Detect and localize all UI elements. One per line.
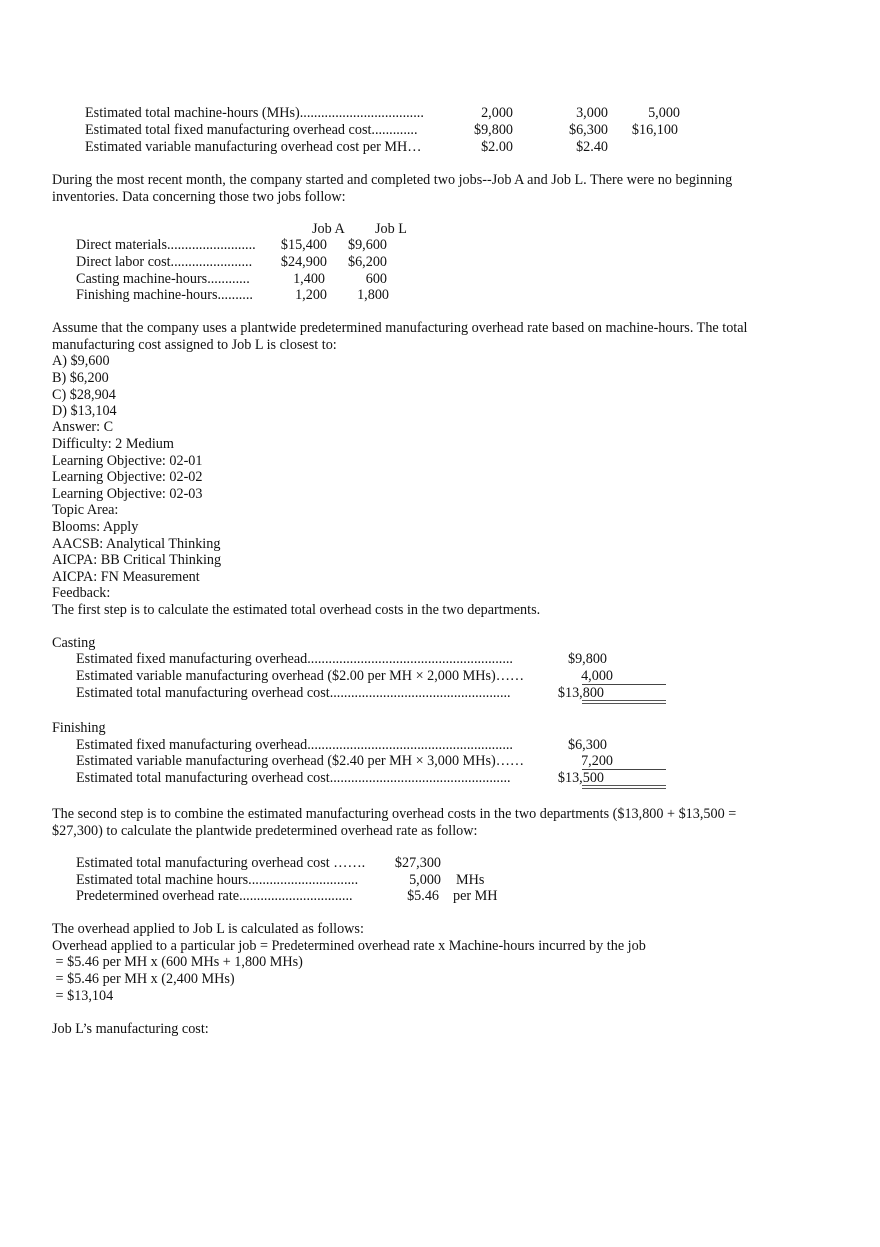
top-row-v3: $16,100 — [631, 122, 678, 138]
rate-row-unit: MHs — [456, 872, 485, 888]
rate-row-value: $27,300 — [394, 855, 441, 871]
finishing-total-rule — [582, 785, 666, 789]
aacsb-line: AACSB: Analytical Thinking — [52, 536, 221, 552]
top-row-v2: $2.40 — [576, 139, 608, 155]
top-row-v1: 2,000 — [481, 105, 513, 121]
casting-row-value: 4,000 — [581, 668, 613, 684]
choice-a: A) $9,600 — [52, 353, 110, 369]
choice-d: D) $13,104 — [52, 403, 117, 419]
rate-row-unit: per MH — [453, 888, 498, 904]
topic-area-line: Topic Area: — [52, 502, 119, 518]
top-row-label: Estimated total fixed manufacturing overhead cost............. — [85, 122, 418, 138]
jobs-row-l: $9,600 — [347, 237, 387, 253]
jobs-row-label: Casting machine-hours............ — [76, 271, 250, 287]
jobs-row-l: $6,200 — [347, 254, 387, 270]
rate-row-label: Predetermined overhead rate................................ — [76, 888, 353, 904]
casting-row-value: $9,800 — [567, 651, 607, 667]
rate-row-value: $5.46 — [407, 888, 439, 904]
finishing-row-value: $13,500 — [557, 770, 604, 786]
applied-line: Overhead applied to a particular job = Predetermined overhead rate x Machine-hours incurred by the job — [52, 938, 646, 954]
jobs-row-l: 600 — [365, 271, 387, 287]
aicpa-line: AICPA: BB Critical Thinking — [52, 552, 222, 568]
applied-line: = $5.46 per MH x (600 MHs + 1,800 MHs) — [52, 954, 303, 970]
jobs-row-a: 1,400 — [293, 271, 325, 287]
jobs-row-a: $24,900 — [280, 254, 327, 270]
casting-row-label: Estimated fixed manufacturing overhead.......................................................... — [76, 651, 513, 667]
top-row-v2: $6,300 — [568, 122, 608, 138]
learning-objective-line: Learning Objective: 02-01 — [52, 453, 203, 469]
jobs-header-a: Job A — [312, 221, 345, 237]
jobs-row-a: 1,200 — [295, 287, 327, 303]
casting-row-value: $13,800 — [557, 685, 604, 701]
casting-total-rule — [582, 700, 666, 704]
finishing-row-label: Estimated variable manufacturing overhead ($2.40 per MH × 3,000 MHs)…… — [76, 753, 525, 769]
finishing-row-value: 7,200 — [581, 753, 613, 769]
difficulty-line: Difficulty: 2 Medium — [52, 436, 174, 452]
top-row-v1: $2.00 — [481, 139, 513, 155]
blooms-line: Blooms: Apply — [52, 519, 139, 535]
choice-b: B) $6,200 — [52, 370, 109, 386]
jobs-row-l: 1,800 — [357, 287, 389, 303]
intro-paragraph: During the most recent month, the company started and completed two jobs--Job A and Job L. There were no beginning inventories. Data concerning those two jobs follow: — [52, 172, 733, 205]
jobs-row-label: Direct labor cost....................... — [76, 254, 253, 270]
casting-row-label: Estimated variable manufacturing overhead ($2.00 per MH × 2,000 MHs)…… — [76, 668, 525, 684]
jobs-header-l: Job L — [375, 221, 407, 237]
jobs-row-label: Finishing machine-hours.......... — [76, 287, 253, 303]
applied-line: = $13,104 — [52, 988, 114, 1004]
learning-objective-line: Learning Objective: 02-02 — [52, 469, 203, 485]
top-row-v3: 5,000 — [648, 105, 680, 121]
finishing-row-value: $6,300 — [567, 737, 607, 753]
finishing-row-label: Estimated fixed manufacturing overhead.......................................................... — [76, 737, 513, 753]
top-row-label: Estimated total machine-hours (MHs)................................... — [85, 105, 424, 121]
feedback-first-step: The first step is to calculate the estimated total overhead costs in the two departments. — [52, 602, 541, 618]
aicpa-line: AICPA: FN Measurement — [52, 569, 200, 585]
question-text: Assume that the company uses a plantwide predetermined manufacturing overhead rate based on machine-hours. The total manufacturing cost assigned to Job L is closest to: — [52, 320, 748, 353]
rate-row-value: 5,000 — [409, 872, 441, 888]
jobs-row-label: Direct materials......................... — [76, 237, 256, 253]
final-line: Job L’s manufacturing cost: — [52, 1021, 209, 1037]
top-row-v1: $9,800 — [473, 122, 513, 138]
feedback-label: Feedback: — [52, 585, 111, 601]
top-row-label: Estimated variable manufacturing overhead cost per MH… — [85, 139, 422, 155]
casting-subtotal-rule — [582, 684, 666, 685]
casting-title: Casting — [52, 635, 96, 651]
finishing-row-label: Estimated total manufacturing overhead cost................................................... — [76, 770, 511, 786]
jobs-row-a: $15,400 — [280, 237, 327, 253]
answer-line: Answer: C — [52, 419, 114, 435]
second-step-paragraph: The second step is to combine the estimated manufacturing overhead costs in the two departments ($13,800 + $13,500 = $27,300) to calculate the plantwide predetermined overhead rate as follow: — [52, 806, 737, 839]
rate-row-label: Estimated total manufacturing overhead cost ……. — [76, 855, 366, 871]
finishing-title: Finishing — [52, 720, 106, 736]
learning-objective-line: Learning Objective: 02-03 — [52, 486, 203, 502]
choice-c: C) $28,904 — [52, 387, 116, 403]
casting-row-label: Estimated total manufacturing overhead cost................................................... — [76, 685, 511, 701]
applied-line: The overhead applied to Job L is calculated as follows: — [52, 921, 364, 937]
rate-row-label: Estimated total machine hours............................... — [76, 872, 359, 888]
top-row-v2: 3,000 — [576, 105, 608, 121]
applied-line: = $5.46 per MH x (2,400 MHs) — [52, 971, 235, 987]
finishing-subtotal-rule — [582, 769, 666, 770]
